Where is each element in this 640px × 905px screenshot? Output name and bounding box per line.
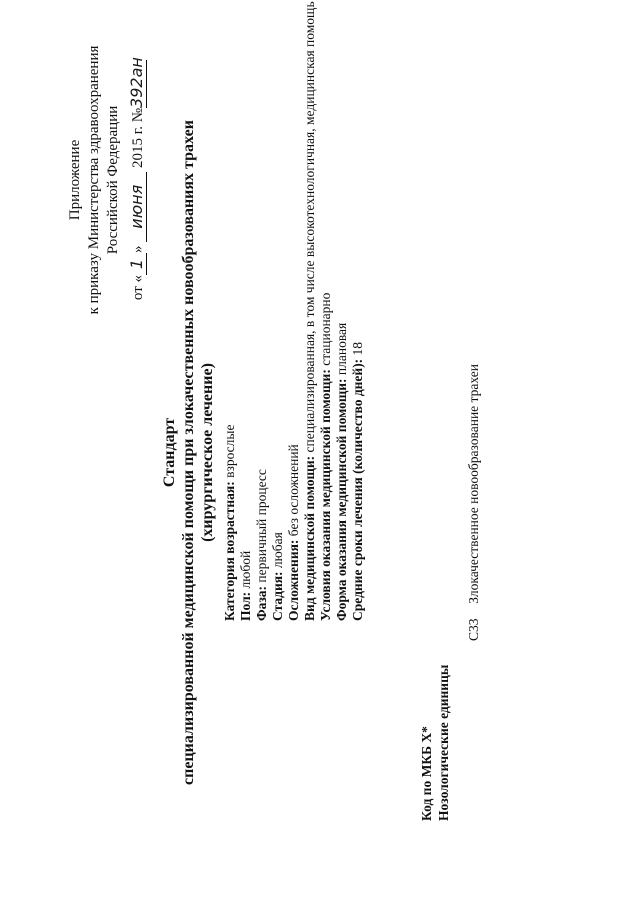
param-care-conditions: Условия оказания медицинской помощи: стационарно <box>318 292 333 621</box>
nosology-label: Нозологические единицы <box>436 664 451 821</box>
param-age-category: Категория возрастная: взрослые <box>222 424 237 621</box>
handwritten-number: 392ан <box>127 57 146 108</box>
appendix-title: Приложение <box>67 139 83 221</box>
title-standard: Стандарт <box>161 417 178 488</box>
icd-code-label: Код по МКБ X* <box>419 726 434 821</box>
param-phase: Фаза: первичный процесс <box>254 469 269 621</box>
document-title <box>160 0 217 905</box>
icd-code: C33 <box>466 618 481 641</box>
param-sex: Пол: любой <box>238 550 253 621</box>
appendix-ministry-line: Российской Федерации <box>105 105 121 255</box>
title-subtitle: (хирургическое лечение) <box>199 363 216 542</box>
handwritten-month: июня <box>127 172 147 242</box>
appendix-date-line: от «1» июня 2015 г. №392ан <box>127 57 146 301</box>
handwritten-day: 1 <box>127 253 147 275</box>
param-care-form: Форма оказания медицинской помощи: плановая <box>334 322 349 621</box>
diagnosis-name: Злокачественное новообразование трахеи <box>466 364 481 604</box>
parameters-list <box>222 1 366 621</box>
title-main: специализированной медицинской помощи при злокачественных новообразованиях трахеи <box>180 120 197 785</box>
param-stage: Стадия: любая <box>270 532 285 621</box>
diagnosis-row <box>466 364 482 641</box>
appendix-order-line: к приказу Министерства здравоохранения <box>86 45 102 315</box>
param-care-type: Вид медицинской помощи: специализированная, в том числе высокотехнологичная, медицинская помощь <box>302 1 317 621</box>
param-treatment-duration: Средние сроки лечения (количество дней): 18 <box>350 341 365 621</box>
param-complications: Осложнения: без осложнений <box>286 444 301 621</box>
appendix-block <box>66 15 148 345</box>
